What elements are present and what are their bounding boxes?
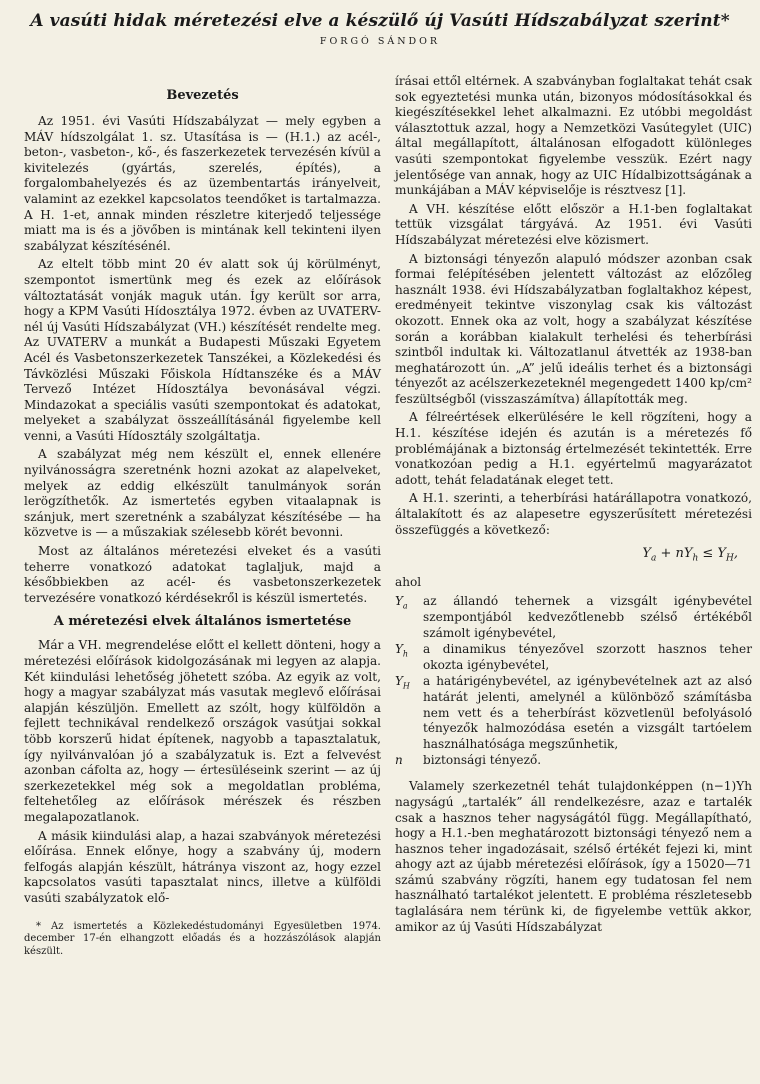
- paragraph: Már a VH. megrendelése előtt el kellett dönteni, hogy a méretezési előírások kidolgozásának mi legyen az alapja. Két kiindulási lehetőség jöhetett szóba. Az egyik az volt, hogy a magyar szabályzat más vasutak meglevő előírásai alapján készüljön. Emellett az szólt, hogy külföldön a fejlett technikával rendelkező országok vasútjai sokkal több korszerű hidat építenek, nagyobb a tapasztalatuk, így nyilvánvalóan jó a szabályzatuk is. Ezt a felvevést azonban cáfolta az, hogy — értesüléseink szerint — az új szerkezetekkel még sok a megoldatlan probléma, feltehetőleg az előírások mérészek és részben megalapozatlanok.: [24, 638, 381, 824]
- where-label: ahol: [395, 574, 422, 589]
- paragraph: Az 1951. évi Vasúti Hídszabályzat — mely egyben a MÁV hídszolgálat 1. sz. Utasítása is — (H.1.) az acél-, beton-, vasbeton-, kő-, és faszerkezetek tervezésén kívül a kivitelezés (gyártás, szerelés, építés), a forgalombahelyezés és az üzembentartás irányelveit, valamint az ezekkel kapcsolatos teendőket is tartalmazza. A H. 1-et, annak minden részletre kiterjedő teljessége miatt ma is és a jövőben is mintának kell tekinteni ilyen szabályzat készítésénél.: [24, 114, 381, 253]
- symbol: $Y_a$: [395, 594, 408, 611]
- section-heading-design-principles: A méretezési elvek általános ismertetése: [53, 614, 352, 630]
- definition-text: a határigénybevétel, az igénybevételnek azt az alsó határát jelenti, amelynél a különböző számításba nem vett és a teherbírást közvetlenül befolyásoló tényezők halmozódása esetén a vizsgált tartóelem használhatósága megszűnhetik,: [423, 674, 752, 751]
- paragraph: A VH. készítése előtt először a H.1-ben foglaltakat tettük vizsgálat tárgyává. Az 1951. évi Vasúti Hídszabályzat méretezési elve közismert.: [395, 201, 752, 247]
- section-heading-introduction: Bevezetés: [166, 88, 239, 103]
- paragraph: A szabályzat még nem készült el, ennek ellenére nyilvánosságra szeretnénk hozni azokat az alapelveket, melyek az eddig elkészült tanulmányok során lerögzíthetők. Az ismertetés egyben vitaalapnak is szánjuk, mert szeretnénk a szabályzat készítésébe — ha közvetve is — a műszakiak szélesebb körét bevonni.: [24, 447, 381, 540]
- symbol: n: [395, 753, 403, 768]
- definition-item: [395, 594, 752, 641]
- paragraph: Az eltelt több mint 20 év alatt sok új körülményt, szempontot ismertünk meg és ezek az előírások változtatását vonják maguk után. Így került sor arra, hogy a KPM Vasúti Hídosztálya 1972. évben az UVATERV-nél új Vasúti Hídszabályzat (VH.) készítését rendelte meg. Az UVATERV a munkát a Budapesti Műszaki Egyetem Acél és Vasbetonszerkezetek Tanszékei, a Közlekedési és Távközlési Műszaki Főiskola Hídtanszéke és a MÁV Tervező Intézet Hídosztálya bevonásával végzi. Mindazokat a speciális vasúti szempontokat és adatokat, melyeket a szabályzat összeállításánál figyelembe kell venni, a Vasúti Hídosztály szolgáltatja.: [24, 257, 381, 443]
- paragraph: A félreértések elkerülésére le kell rögzíteni, hogy a H.1. készítése idején és azután is a méretezés fő problémájának a biztonság értelmezését tekintették. Erre vonatkozóan pedig a H.1. egyértelmű magyarázatot adott, tehát feladatának eleget tett.: [395, 410, 752, 487]
- footnote: * Az ismertetés a Közlekedéstudományi Egyesületben 1974. december 17-én elhangzott előadás és a hozzászólások alapján készült.: [24, 920, 381, 957]
- symbol-definitions: [395, 594, 752, 773]
- definition-item: [395, 753, 752, 773]
- paragraph: írásai ettől eltérnek. A szabványban foglaltakat tehát csak sok egyeztetési munka után, bizonyos módosításokkal és kiegészítésekkel lehet alkalmazni. Ez utóbbi megoldást választottuk azzal, hogy a Nemzetközi Vasútegylet (UIC) által megállapított, általánosan elfogadott különleges vasúti szempontokat figyelembe vesszük. Ezért nagy jelentősége van annak, hogy az UIC Hídalbizottságának a munkájában a MÁV képviselője is résztvesz [1].: [395, 74, 752, 198]
- paragraph: A másik kiindulási alap, a hazai szabványok méretezési előírása. Ennek előnye, hogy a szabvány új, modern felfogás alapján készült, hátránya viszont az, hogy ezzel kapcsolatos vasúti tapasztalat nincs, illetve a külföldi vasúti szabályzatok elő-: [24, 828, 381, 905]
- symbol: $Y_h$: [395, 642, 409, 659]
- paragraph: A biztonsági tényezőn alapuló módszer azonban csak formai felépítésében jelentett változást az előzőleg használt 1938. évi Hídszabályzatban foglaltakhoz képest, eredményeit tekintve viszonylag csak kis változást okozott. Ennek oka az volt, hogy a szabályzat készítése során a korábban kialakult terhelési és teherbírási szintből indultak ki. Változatlanul átvették az 1938-ban meghatározott ún. „A” jelű ideális terhet és a biztonsági tényezőt az acélszerkezeteknél megengedett 1400 kp/cm² feszültségből (visszaszámítva) állapították meg.: [395, 251, 752, 406]
- left-column: [24, 74, 381, 958]
- definition-text: az állandó tehernek a vizsgált igénybevétel szempontjából kedvezőtlenebb szélső értékéből számolt igénybevétel,: [423, 594, 752, 640]
- author-name: FORGÓ SÁNDOR: [319, 36, 441, 47]
- definition-text: biztonsági tényező.: [423, 753, 542, 768]
- paragraph: Most az általános méretezési elveket és a vasúti teherre vonatkozó adatokat taglaljuk, majd a későbbiekben az acél- és vasbetonszerkezetek tervezésére vonatkozó kérdésekről is készül ismertetés.: [24, 544, 381, 605]
- symbol: $Y_H$: [395, 674, 410, 691]
- definition-item: [395, 642, 752, 673]
- article-title: A vasúti hidak méretezési elve a készülő új Vasúti Hídszabályzat szerint*: [30, 11, 730, 31]
- definition-text: a dinamikus tényezővel szorzott hasznos teher okozta igénybevétel,: [423, 642, 752, 672]
- right-column: [395, 74, 752, 958]
- paragraph: Valamely szerkezetnél tehát tulajdonképpen (n−1)Yh nagyságú „tartalék” áll rendelkezésre, azaz e tartalék csak a hasznos teher nagyságától függ. Megállapítható, hogy a H.1.-ben meghatározott biztonsági tényező nem a hasznos teher ingadozásait, szélső értékét fejezi ki, mint ahogy azt az újabb méretezési előírások, így a 15020—71 számú szabvány rögzíti, hanem egy tudatosan fel nem használható tartalékot jelentett. E probléma részletesebb taglalására nem térünk ki, de figyelembe vettük akkor, amikor az új Vasúti Hídszabályzat: [395, 779, 752, 934]
- paragraph: A H.1. szerinti, a teherbírási határállapotra vonatkozó, általakított és az alapesetre egyszerűsített méretezési összefüggés a következő:: [395, 491, 752, 537]
- design-formula: $Y_a + nY_h \le Y_H$,: [642, 546, 738, 564]
- article-body: [24, 74, 752, 958]
- definition-item: [395, 674, 752, 752]
